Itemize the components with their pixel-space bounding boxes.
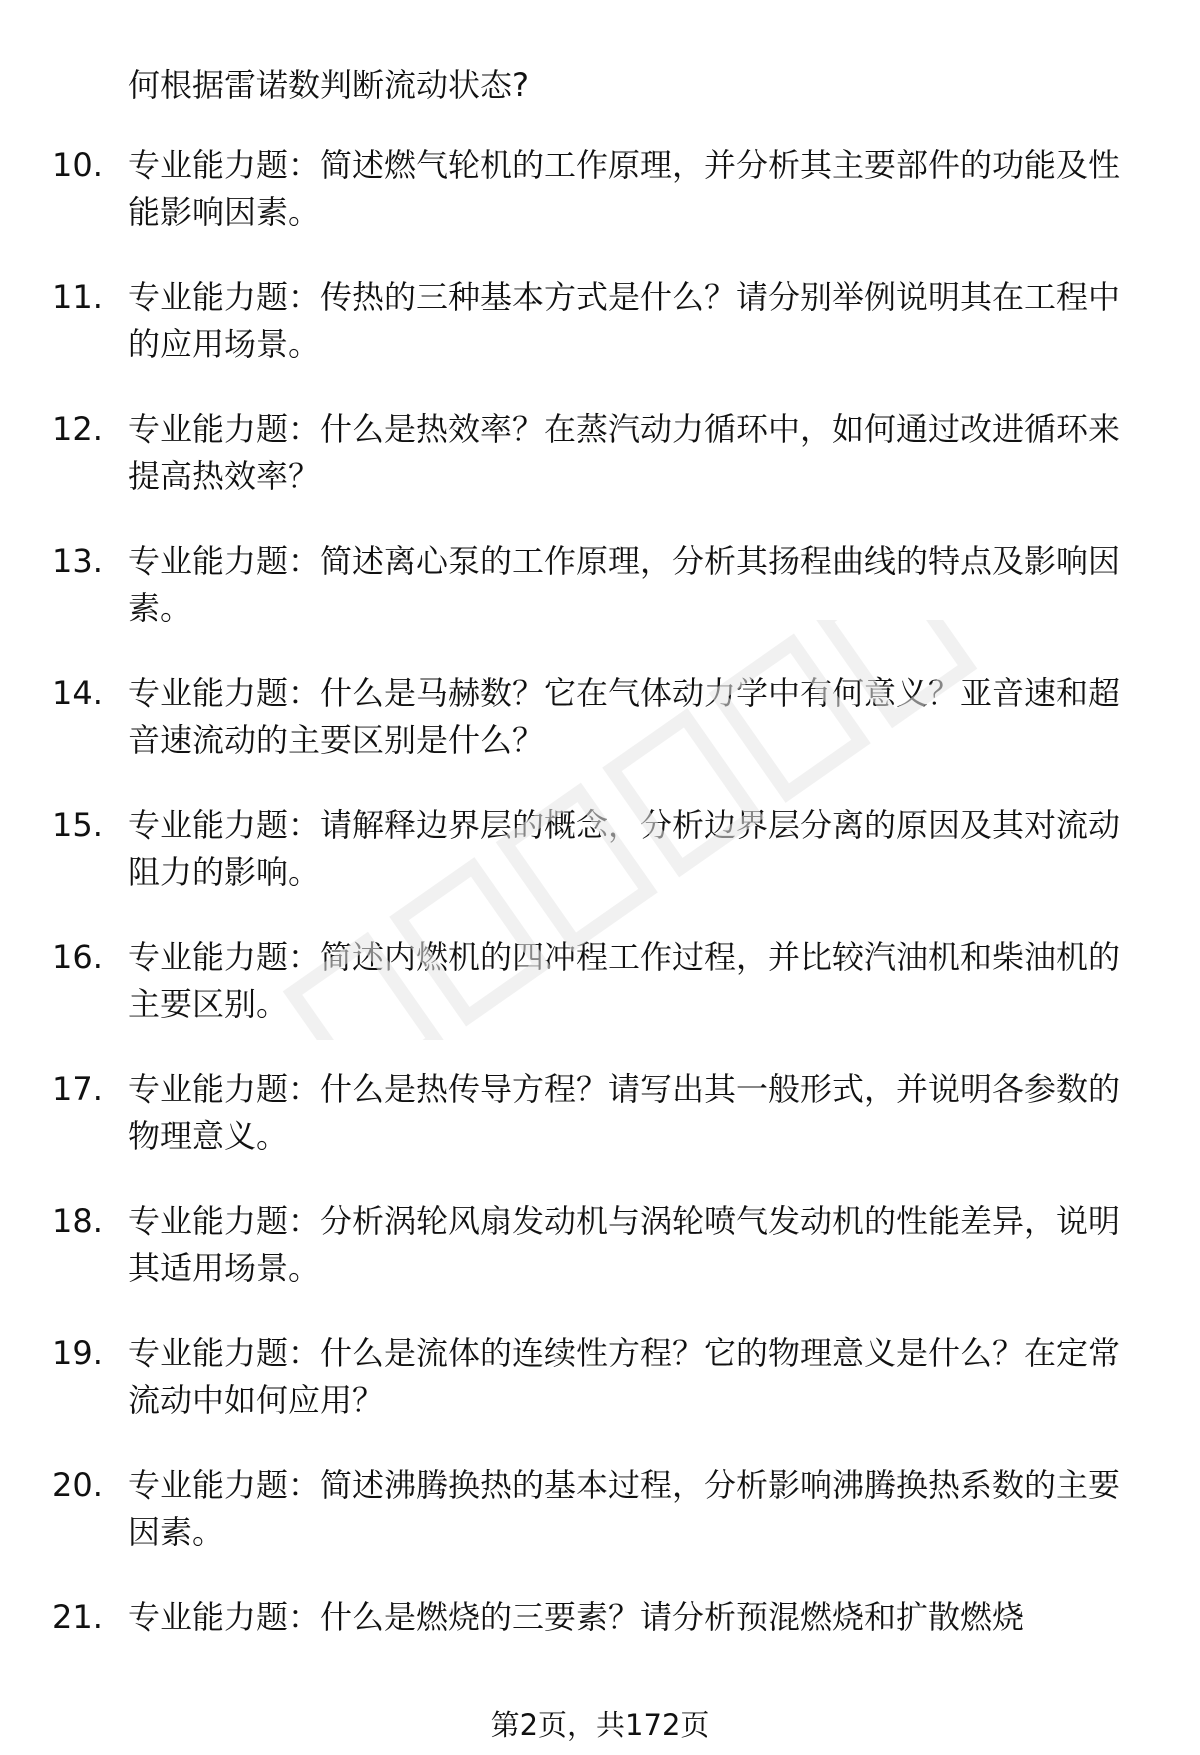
question-item (0, 934, 1138, 1023)
question-text: 专业能力题：什么是燃烧的三要素？请分析预混燃烧和扩散燃烧 (128, 1598, 1025, 1636)
question-text: 专业能力题：简述燃气轮机的工作原理，并分析其主要部件的功能及性能影响因素。 (128, 146, 1121, 231)
question-item (0, 1066, 1138, 1155)
question-number: 20. (52, 1466, 103, 1504)
carry-over-text: 何根据雷诺数判断流动状态? (128, 66, 529, 104)
question-item (0, 1330, 1138, 1419)
page-footer: 第2页，共172页 (490, 1708, 710, 1742)
question-text: 专业能力题：分析涡轮风扇发动机与涡轮喷气发动机的性能差异，说明其适用场景。 (128, 1202, 1121, 1287)
question-number: 11. (52, 278, 103, 316)
question-text: 专业能力题：什么是热效率？在蒸汽动力循环中，如何通过改进循环来提高热效率？ (128, 410, 1121, 495)
question-item (0, 538, 1138, 627)
question-number: 10. (52, 146, 103, 184)
question-item (0, 802, 1138, 891)
question-list (0, 142, 1200, 1726)
question-item (0, 406, 1138, 495)
question-number: 14. (52, 674, 103, 712)
question-number: 12. (52, 410, 103, 448)
question-text: 专业能力题：什么是热传导方程？请写出其一般形式，并说明各参数的物理意义。 (128, 1070, 1121, 1155)
question-text: 专业能力题：简述离心泵的工作原理，分析其扬程曲线的特点及影响因素。 (128, 542, 1121, 627)
question-number: 17. (52, 1070, 103, 1108)
question-text: 专业能力题：什么是流体的连续性方程？它的物理意义是什么？在定常流动中如何应用？ (128, 1334, 1121, 1419)
question-item (0, 670, 1138, 759)
question-number: 13. (52, 542, 103, 580)
question-item (0, 1198, 1138, 1287)
question-text: 专业能力题：简述内燃机的四冲程工作过程，并比较汽油机和柴油机的主要区别。 (128, 938, 1121, 1023)
question-text: 专业能力题：什么是马赫数？它在气体动力学中有何意义？亚音速和超音速流动的主要区别是什么？ (128, 674, 1121, 759)
question-number: 16. (52, 938, 103, 976)
question-item (0, 1594, 1138, 1680)
question-number: 18. (52, 1202, 103, 1240)
question-number: 15. (52, 806, 103, 844)
question-number: 19. (52, 1334, 103, 1372)
question-item (0, 274, 1138, 363)
question-text: 专业能力题：请解释边界层的概念，分析边界层分离的原因及其对流动阻力的影响。 (128, 806, 1121, 891)
question-item (0, 1462, 1138, 1551)
question-text: 专业能力题：简述沸腾换热的基本过程，分析影响沸腾换热系数的主要因素。 (128, 1466, 1121, 1551)
question-item (0, 142, 1138, 231)
question-text: 专业能力题：传热的三种基本方式是什么？请分别举例说明其在工程中的应用场景。 (128, 278, 1121, 363)
question-number: 21. (52, 1598, 103, 1636)
